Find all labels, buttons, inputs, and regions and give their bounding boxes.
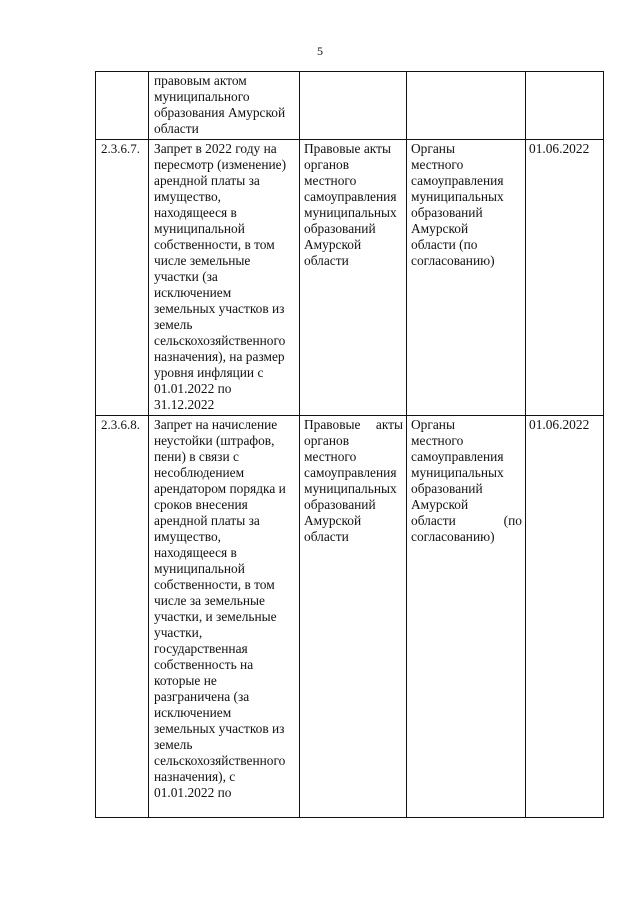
text-line: области xyxy=(154,121,199,136)
text-line: самоуправления xyxy=(411,449,504,464)
text-line: сельскохозяйственного xyxy=(154,333,286,348)
text-line: образования Амурской xyxy=(154,105,286,120)
cell-number: 2.3.6.7. xyxy=(96,140,149,416)
text-word: акты xyxy=(375,417,403,432)
cell-number: 2.3.6.8. xyxy=(96,416,149,818)
cell-legal-acts xyxy=(300,140,407,416)
text-line: муниципальных xyxy=(411,465,504,480)
text-line: государственная xyxy=(154,641,248,656)
text-line: образований xyxy=(304,221,376,236)
text-word: Правовые xyxy=(304,417,361,432)
text-line: муниципальных xyxy=(411,189,504,204)
cell-measure xyxy=(149,140,300,416)
text-line: области (по xyxy=(411,237,478,252)
text-line: образований xyxy=(304,497,376,512)
text-line: которые не xyxy=(154,673,217,688)
text-line: Амурской xyxy=(304,513,362,528)
cell-org-empty xyxy=(407,72,526,140)
text-line: собственность на xyxy=(154,657,254,672)
text-line: Амурской xyxy=(304,237,362,252)
text-line: местного xyxy=(411,433,464,448)
text-line: 31.12.2022 xyxy=(154,397,215,412)
text-line-justified xyxy=(411,513,522,529)
cell-date-empty xyxy=(526,72,604,140)
text-line: Амурской xyxy=(411,497,469,512)
cell-responsible-bodies xyxy=(407,140,526,416)
text-line: органов xyxy=(304,433,350,448)
text-line: земель xyxy=(154,737,193,752)
table-row xyxy=(96,416,604,818)
cell-measure-continuation xyxy=(149,72,300,140)
text-line: участки (за xyxy=(154,269,218,284)
text-line: Амурской xyxy=(411,221,469,236)
text-line: Органы xyxy=(411,417,455,432)
cell-responsible-bodies xyxy=(407,416,526,818)
text-line: самоуправления xyxy=(304,465,397,480)
text-line: образований xyxy=(411,205,483,220)
cell-deadline: 01.06.2022 xyxy=(526,140,604,416)
text-line: сроков внесения xyxy=(154,497,248,512)
text-line: правовым актом xyxy=(154,73,247,88)
text-line: находящееся в xyxy=(154,205,237,220)
cell-acts-empty xyxy=(300,72,407,140)
text-line: арендной платы за xyxy=(154,513,260,528)
text-line: 01.01.2022 по xyxy=(154,785,232,800)
text-line: арендной платы за xyxy=(154,173,260,188)
text-line: сельскохозяйственного xyxy=(154,753,286,768)
text-line: имущество, xyxy=(154,189,221,204)
text-line: арендатором порядка и xyxy=(154,481,286,496)
text-line: имущество, xyxy=(154,529,221,544)
text-line: земель xyxy=(154,317,193,332)
page-number: 5 xyxy=(317,44,323,58)
text-line: земельных участков из xyxy=(154,721,285,736)
text-line: неустойки (штрафов, xyxy=(154,433,275,448)
text-line: пени) в связи с xyxy=(154,449,239,464)
text-line: земельных участков из xyxy=(154,301,285,316)
cell-deadline: 01.06.2022 xyxy=(526,416,604,818)
table-row-continuation xyxy=(96,72,604,140)
table-row xyxy=(96,140,604,416)
text-line: 01.01.2022 по xyxy=(154,381,232,396)
text-line: участки, xyxy=(154,625,203,640)
text-line: образований xyxy=(411,481,483,496)
text-line: муниципальных xyxy=(304,205,397,220)
text-line: муниципального xyxy=(154,89,250,104)
text-line: назначения), на размер xyxy=(154,349,285,364)
text-line: Правовые акты xyxy=(304,141,391,156)
text-line: несоблюдением xyxy=(154,465,245,480)
text-line: согласованию) xyxy=(411,529,495,544)
text-line: исключением xyxy=(154,285,232,300)
text-line: находящееся в xyxy=(154,545,237,560)
cell-measure xyxy=(149,416,300,818)
text-word: области xyxy=(411,513,456,528)
text-line: области xyxy=(304,253,349,268)
text-line: местного xyxy=(304,449,357,464)
text-line: местного xyxy=(411,157,464,172)
text-line: органов xyxy=(304,157,350,172)
text-line: Запрет на начисление xyxy=(154,417,278,432)
text-line: области xyxy=(304,529,349,544)
text-line: местного xyxy=(304,173,357,188)
text-line: пересмотр (изменение) xyxy=(154,157,287,172)
text-line: уровня инфляции с xyxy=(154,365,264,380)
text-line: самоуправления xyxy=(304,189,397,204)
cell-number-empty xyxy=(96,72,149,140)
text-line: муниципальной xyxy=(154,221,245,236)
text-line: собственности, в том xyxy=(154,577,275,592)
text-line: разграничена (за xyxy=(154,689,250,704)
text-word: (по xyxy=(503,513,522,528)
measures-table xyxy=(95,71,604,818)
text-line: числе земельные xyxy=(154,253,251,268)
text-line: назначения), с xyxy=(154,769,236,784)
text-line: числе за земельные xyxy=(154,593,265,608)
text-line: собственности, в том xyxy=(154,237,275,252)
text-line: Органы xyxy=(411,141,455,156)
cell-legal-acts xyxy=(300,416,407,818)
text-line: согласованию) xyxy=(411,253,495,268)
text-line: Запрет в 2022 году на xyxy=(154,141,277,156)
text-line-justified xyxy=(304,417,403,433)
text-line: самоуправления xyxy=(411,173,504,188)
text-line: исключением xyxy=(154,705,232,720)
text-line: муниципальных xyxy=(304,481,397,496)
text-line: муниципальной xyxy=(154,561,245,576)
text-line: участки, и земельные xyxy=(154,609,277,624)
